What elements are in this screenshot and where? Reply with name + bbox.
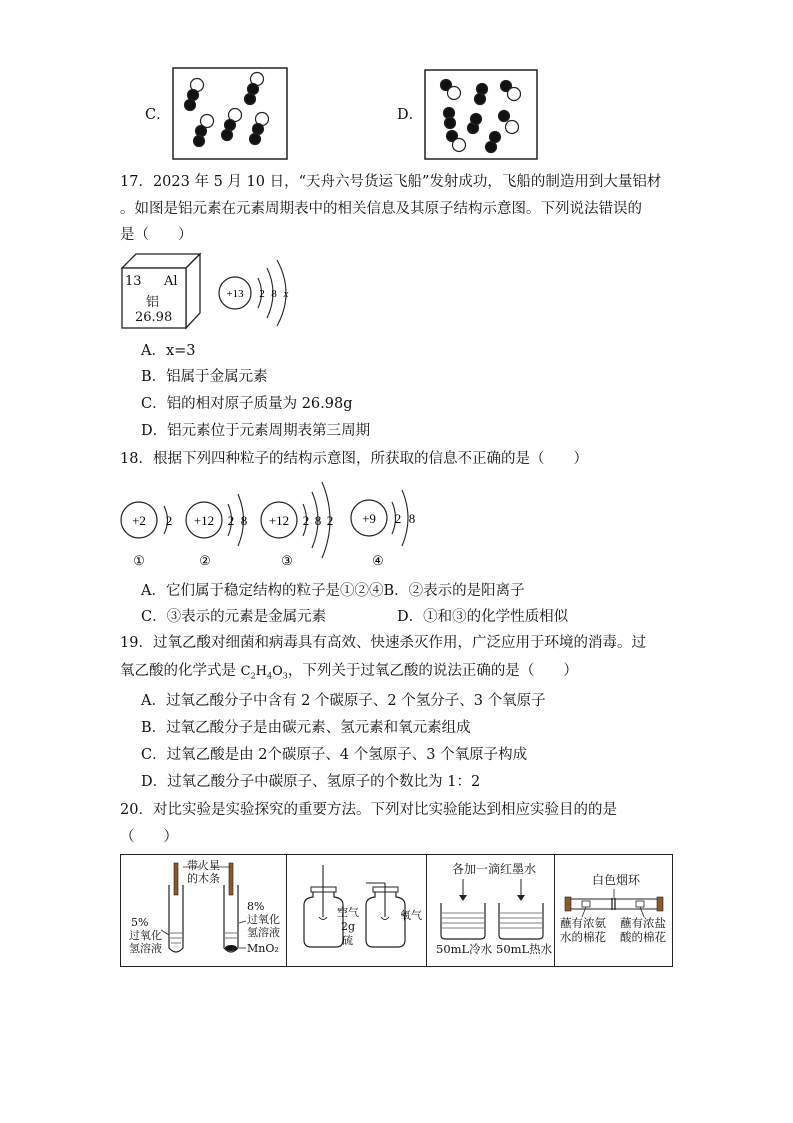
particle4-shell2: 8 xyxy=(408,511,416,526)
exp3-cold-label: 50mL冷水 xyxy=(436,942,493,956)
atomic-number: 13 xyxy=(125,274,142,289)
formula-c-count: 2 xyxy=(250,671,256,681)
shell3-count: x xyxy=(283,288,289,300)
q20-stem-line1: 20．对比实验是实验探究的重要方法。下列对比实验能达到相应实验目的的是 xyxy=(120,802,617,818)
particle1-label: ① xyxy=(133,553,145,568)
option-d-label: D． xyxy=(397,107,424,123)
particle1-nucleus: +2 xyxy=(132,513,146,528)
exp2-mass-label: 2g xyxy=(341,920,356,933)
element-name: 铝 xyxy=(146,295,160,310)
particle3-label: ③ xyxy=(281,553,293,568)
formula-h: H xyxy=(255,664,267,679)
experiment-table xyxy=(120,854,673,967)
formula-o-count: 3 xyxy=(282,671,288,681)
particle3-shell1: 2 xyxy=(302,513,310,528)
q19-line2-prefix: 氧乙酸的化学式是 xyxy=(120,663,241,679)
exp1-right-sol-2: 氢溶液 xyxy=(247,926,280,939)
experiment-3-cell xyxy=(426,855,555,966)
exp1-right-sol-1: 过氧化 xyxy=(247,913,280,926)
formula-o: O xyxy=(272,664,283,679)
experiment-4-cell xyxy=(554,855,672,966)
q19-formula xyxy=(241,664,288,679)
q19-option-a: A．过氧乙酸分子中含有 2 个碳原子、2 个氢分子、3 个氧原子 xyxy=(141,693,546,709)
q19-stem-line2 xyxy=(120,662,578,686)
q17-option-b: B．铝属于金属元素 xyxy=(141,369,268,385)
particle3-nucleus: +12 xyxy=(268,513,290,528)
q19-option-c: C．过氧乙酸是由 2个碳原子、4 个氢原子、3 个氧原子构成 xyxy=(141,747,528,763)
exp1-left-pct: 5% xyxy=(131,916,149,929)
exp1-splint-label-1: 带火星 xyxy=(187,859,220,872)
q17-option-d: D．铝元素位于元素周期表第三周期 xyxy=(141,423,371,439)
q19-line2-suffix: ，下列关于过氧乙酸的说法正确的是（ ） xyxy=(287,663,578,679)
experiment-2-cell xyxy=(286,855,427,966)
formula-h-count: 4 xyxy=(267,671,273,681)
exp4-left-label-1: 蘸有浓氨 xyxy=(560,916,606,930)
q20-stem-line2: （ ） xyxy=(120,829,178,845)
exp4-right-label-2: 酸的棉花 xyxy=(620,930,666,944)
particle4-nucleus: +9 xyxy=(362,511,376,526)
particle2-shell1: 2 xyxy=(227,513,235,528)
exp4-right-label-1: 蘸有浓盐 xyxy=(620,916,666,930)
exp3-hot-label: 50mL热水 xyxy=(496,942,553,956)
shell1-count: 2 xyxy=(259,288,265,300)
element-symbol: Al xyxy=(164,274,178,289)
q18-option-c: C．③表示的元素是金属元素 xyxy=(141,609,327,625)
particle4-label: ④ xyxy=(372,553,384,568)
nucleus-charge: +13 xyxy=(226,288,244,300)
aluminum-atom-diagram xyxy=(215,258,305,330)
particle3-shell2: 8 xyxy=(314,513,322,528)
particle3-shell3: 2 xyxy=(326,513,334,528)
option-c-label: C． xyxy=(145,107,171,123)
molecule-box-d xyxy=(424,69,538,160)
q18-stem: 18．根据下列四种粒子的结构示意图，所获取的信息不正确的是（ ） xyxy=(120,451,588,467)
q17-option-c: C．铝的相对原子质量为 26.98g xyxy=(141,396,353,412)
q18-option-d: D．①和③的化学性质相似 xyxy=(397,609,569,625)
periodic-table-cell xyxy=(120,251,202,331)
exp4-ring-label: 白色烟环 xyxy=(592,873,641,887)
exp1-splint-label-2: 的木条 xyxy=(187,872,220,885)
particle2-shell2: 8 xyxy=(240,513,248,528)
exp1-left-sol-1: 过氧化 xyxy=(129,929,162,942)
formula-c: C xyxy=(240,664,251,679)
exp2-air-label: 空气 xyxy=(337,906,359,919)
exp1-right-pct: 8% xyxy=(247,900,265,913)
exp4-left-label-2: 水的棉花 xyxy=(560,930,606,944)
q17-option-a: A．x=3 xyxy=(141,343,196,359)
q19-stem-line1: 19．过氧乙酸对细菌和病毒具有高效、快速杀灭作用，广泛应用于环境的消毒。过 xyxy=(120,635,646,651)
q17-stem-line2: 。如图是铝元素在元素周期表中的相关信息及其原子结构示意图。下列说法错误的 xyxy=(120,201,642,217)
particle-diagrams xyxy=(118,478,428,570)
q17-stem-line1: 17．2023 年 5 月 10 日，“天舟六号货运飞船”发射成功，飞船的制造用到大量铝材 xyxy=(120,174,662,190)
q19-option-b: B．过氧乙酸分子是由碳元素、氢元素和氧元素组成 xyxy=(141,720,471,736)
particle2-label: ② xyxy=(199,553,211,568)
exp1-left-sol-2: 氢溶液 xyxy=(129,942,162,955)
q18-options-ab: A．它们属于稳定结构的粒子是①②④B．②表示的是阳离子 xyxy=(141,583,525,599)
experiment-1-cell xyxy=(121,855,287,966)
atomic-mass: 26.98 xyxy=(135,310,173,325)
q19-option-d: D．过氧乙酸分子中碳原子、氢原子的个数比为 1：2 xyxy=(141,774,481,790)
experiment-4-drawing xyxy=(554,855,672,967)
q17-stem-line3: 是（ ） xyxy=(120,227,193,243)
molecule-box-c xyxy=(172,67,288,160)
particle2-nucleus: +12 xyxy=(193,513,215,528)
exp2-oxygen-label: 氧气 xyxy=(400,909,422,922)
particle4-shell1: 2 xyxy=(394,511,402,526)
exp1-catalyst: MnO₂ xyxy=(247,942,279,955)
exp3-top-label: 各加一滴红墨水 xyxy=(452,862,537,876)
exp2-sulfur-label: 硫 xyxy=(342,934,353,947)
particle1-shell1: 2 xyxy=(165,513,173,528)
shell2-count: 8 xyxy=(271,288,277,300)
